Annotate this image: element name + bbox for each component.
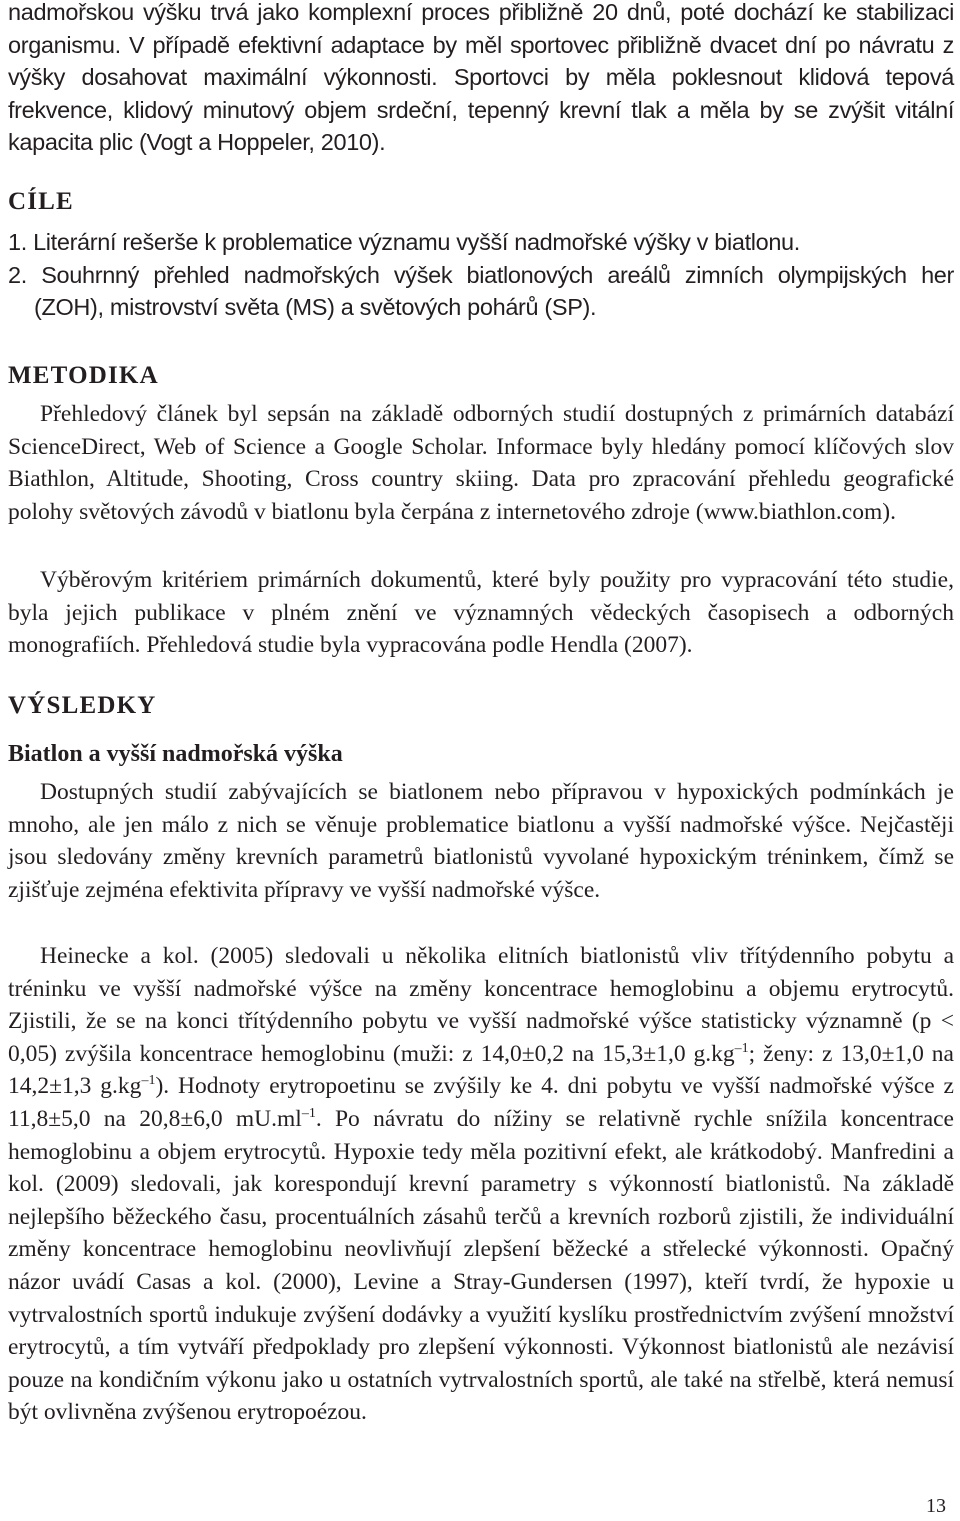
results-heading: VÝSLEDKY (8, 692, 157, 719)
results-subheading: Biatlon a vyšší nadmořská výška (8, 741, 343, 767)
methods-heading: METODIKA (8, 362, 159, 389)
results-paragraph-2-text: ; ženy: z 13,0±1,0 na 14,2±1,3 g.kg (8, 1040, 954, 1100)
results-paragraph-2-text: . Po návratu do nížiny se relativně rychle snížila koncentrace hemoglobinu a objem erytrocytů. Hypoxie tedy měla pozitivní efekt, ale krátkodobý. Manfredini a kol. (2009) sledovali, jak korespondují krevní parametry s výkonností biatlonistů. Na základě nejlepšího běžeckého času, procentuálních zásahů terčů a krevních rozborů zjistili, že individuální změny koncentrace hemoglobinu neovlivňují zlepšení běžecké a střelecké výkonnosti. Opačný názor uvádí Casas a kol. (2000), Levine a Stray-Gundersen (1997), kteří tvrdí, že hypoxie u vytrvalostních sportů indukuje zvýšení dodávky a využití kyslíku prostřednictvím zvýšení množství erytrocytů, a tím vytváří předpoklady pro zlepšení výkonnosti. Výkonnost biatlonistů ale nezávisí pouze na kondičním výkonu jako u ostatních vytrvalostních sportů, ale také na střelbě, která nemusí být ovlivněna zvýšenou erytropoézou. (8, 1105, 954, 1426)
goals-item: 1. Literární rešerše k problematice významu vyšší nadmořské výšky v biatlonu. (8, 229, 800, 255)
page-number: 13 (926, 1495, 946, 1517)
superscript: –1 (734, 1040, 749, 1056)
results-paragraph-2-text: Heinecke a kol. (2005) sledovali u několika elitních biatlonistů vliv třítýdenního pobytu a tréninku ve vyšší nadmořské výšce na změny koncentrace hemoglobinu a objemu erytrocytů. Zjistili, že se na konci třítýdenního pobytu ve vyšší nadmořské výšce statisticky významně (p < 0,05) zvýšila koncentrace hemoglobinu (muži: z 14,0±0,2 na 15,3±1,0 g.kg (8, 943, 954, 1067)
goals-heading: CÍLE (8, 188, 74, 215)
intro-paragraph: nadmořskou výšku trvá jako komplexní proces přibližně 20 dnů, poté dochází ke stabilizaci organismu. V případě efektivní adaptace by měl sportovec přibližně dvacet dní po návratu z výšky dosahovat maximální výkonnosti. Sportovci by měla poklesnout klidová tepová frekvence, klidový minutový objem srdeční, tepenný krevní tlak a měla by se zvýšit vitální kapacita plic (Vogt a Hoppeler, 2010). (8, 0, 954, 156)
results-paragraph-1: Dostupných studií zabývajících se biatlonem nebo přípravou v hypoxických podmínkách je mnoho, ale jen málo z nich se věnuje problematice biatlonu a vyšší nadmořské výšce. Nejčastěji jsou sledovány změny krevních parametrů biatlonistů vyvolané hypoxickým tréninkem, čímž se zjišťuje zejména efektivita přípravy ve vyšší nadmořské výšce. (8, 779, 954, 903)
superscript: –1 (141, 1073, 156, 1089)
results-paragraph-2-text: ). Hodnoty erytropoetinu se zvýšily ke 4. dni pobytu ve vyšší nadmořské výšce z 11,8±5,0 na 20,8±6,0 mU.ml (8, 1073, 954, 1132)
methods-paragraph-1: Přehledový článek byl sepsán na základě odborných studií dostupných z primárních databází ScienceDirect, Web of Science a Google Scholar. Informace byly hledány pomocí klíčových slov Biathlon, Altitude, Shooting, Cross country skiing. Data pro zpracování přehledu geografické polohy světových závodů v biatlonu byla čerpána z internetového zdroje (www.biathlon.com). (8, 401, 954, 525)
goals-item: 2. Souhrnný přehled nadmořských výšek biatlonových areálů zimních olympijských her (ZOH), mistrovství světa (MS) a světových pohárů (SP). (8, 261, 954, 321)
results-paragraph-2 (8, 940, 954, 1429)
superscript: –1 (301, 1105, 316, 1121)
methods-paragraph-2: Výběrovým kritériem primárních dokumentů, které byly použity pro vypracování této studie, byla jejich publikace v plném znění ve významných vědeckých časopisech a odborných monografiích. Přehledová studie byla vypracována podle Hendla (2007). (8, 567, 954, 659)
goals-list (8, 226, 954, 324)
